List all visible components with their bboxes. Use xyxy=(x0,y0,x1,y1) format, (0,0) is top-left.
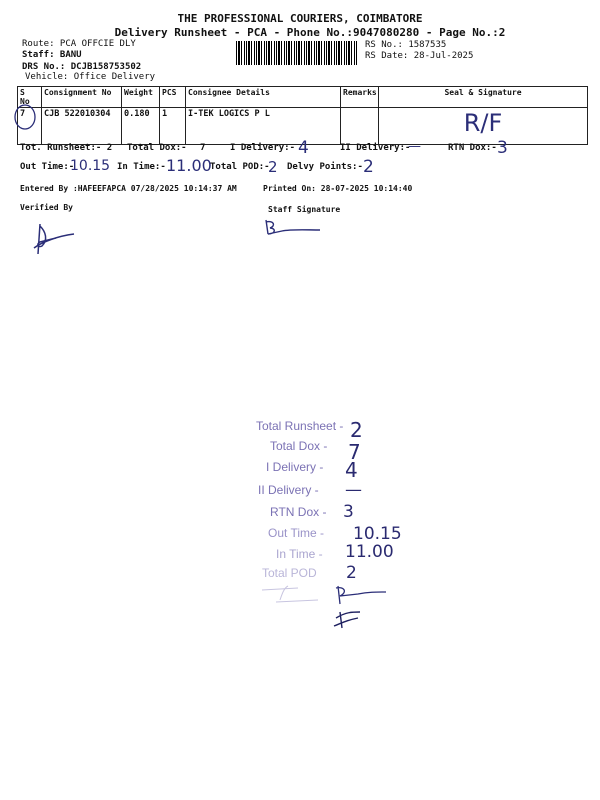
row-consignment: CJB 522010304 xyxy=(42,108,122,145)
drs-number: DRS No.: DCJB158753502 xyxy=(22,62,142,72)
total-dox-value: 7 xyxy=(200,143,206,153)
printed-on: Printed On: 28-07-2025 10:14:40 xyxy=(263,184,413,193)
verified-by-label: Verified By xyxy=(20,203,73,212)
stamp-value: — xyxy=(345,480,362,500)
staff-signature-label: Staff Signature xyxy=(268,205,341,214)
ii-delivery-hand: — xyxy=(408,139,421,154)
barcode xyxy=(236,41,358,65)
stamp-value: 11.00 xyxy=(345,542,394,562)
header-weight: Weight xyxy=(122,87,160,108)
stamp-value: 10.15 xyxy=(353,524,402,544)
verified-signature xyxy=(28,218,88,258)
company-title: THE PROFESSIONAL COURIERS, COIMBATORE xyxy=(177,12,423,25)
delvy-points-label: Delvy Points:- xyxy=(287,162,363,172)
stamp-value: 3 xyxy=(343,502,354,522)
rtn-dox-hand: 3 xyxy=(497,138,508,158)
entered-by: Entered By :HAFEEFAPCA 07/28/2025 10:14:37 AM xyxy=(20,184,237,193)
stamp-label: In Time - xyxy=(276,547,323,561)
stamp-label: Total POD xyxy=(262,566,317,580)
stamp-label: Total Runsheet - xyxy=(256,419,344,433)
total-dox-label: Total Dox:- xyxy=(127,143,187,153)
cell-sno xyxy=(18,108,42,145)
row-sno: 7 xyxy=(20,109,26,119)
i-delivery-hand: 4 xyxy=(298,138,309,158)
header-consignee: Consignee Details xyxy=(186,87,341,108)
rs-number: RS No.: 1587535 xyxy=(365,40,447,50)
rs-date: RS Date: 28-Jul-2025 xyxy=(365,51,474,61)
out-time-label: Out Time:- xyxy=(20,162,75,172)
header-consignment: Consignment No xyxy=(42,87,122,108)
route-info: Route: PCA OFFCIE DLY xyxy=(22,39,136,49)
delvy-points-hand: 2 xyxy=(363,157,374,177)
tot-runsheet: Tot. Runsheet:- 2 xyxy=(20,143,113,153)
stamp-value: 4 xyxy=(345,458,358,482)
ii-delivery-label: II Delivery:- xyxy=(340,143,411,153)
row-consignee: I-TEK LOGICS P L xyxy=(186,108,341,145)
rtn-dox-label: RTN Dox:- xyxy=(448,143,497,153)
row-pcs: 1 xyxy=(160,108,186,145)
in-time-label: In Time:- xyxy=(117,162,166,172)
i-delivery-label: I Delivery:- xyxy=(230,143,296,153)
stamp-label: Total Dox - xyxy=(270,439,328,453)
stamp-value: 7 xyxy=(348,440,361,464)
staff-signature xyxy=(262,216,332,240)
seal-handwriting: R/F xyxy=(463,109,503,137)
out-time-hand: 10.15 xyxy=(70,158,111,174)
consignment-table xyxy=(17,86,588,145)
stamp-label: II Delivery - xyxy=(258,483,319,497)
table-header-row xyxy=(18,87,588,108)
circle-mark xyxy=(12,103,38,133)
stamp-label: I Delivery - xyxy=(266,460,324,474)
stamp-label: RTN Dox - xyxy=(270,505,327,519)
stamp-value: 2 xyxy=(350,418,363,442)
total-pod-hand: 2 xyxy=(268,158,278,176)
header-sno: S No xyxy=(18,87,42,108)
stamp-value: 2 xyxy=(346,563,357,583)
stamp-signature-lines xyxy=(248,582,398,630)
header-remarks: Remarks xyxy=(341,87,379,108)
row-remarks xyxy=(341,108,379,145)
header-pcs: PCS xyxy=(160,87,186,108)
in-time-hand: 11.00 xyxy=(166,156,212,175)
row-weight: 0.180 xyxy=(122,108,160,145)
staff-info: Staff: BANU xyxy=(22,50,82,60)
stamp-label: Out Time - xyxy=(268,526,325,540)
total-pod-label: Total POD:- xyxy=(210,162,270,172)
vehicle-info: Vehicle: Office Delivery xyxy=(25,72,156,82)
header-seal: Seal & Signature xyxy=(379,87,588,108)
runsheet-subtitle: Delivery Runsheet - PCA - Phone No.:9047080280 - Page No.:2 xyxy=(114,26,506,39)
